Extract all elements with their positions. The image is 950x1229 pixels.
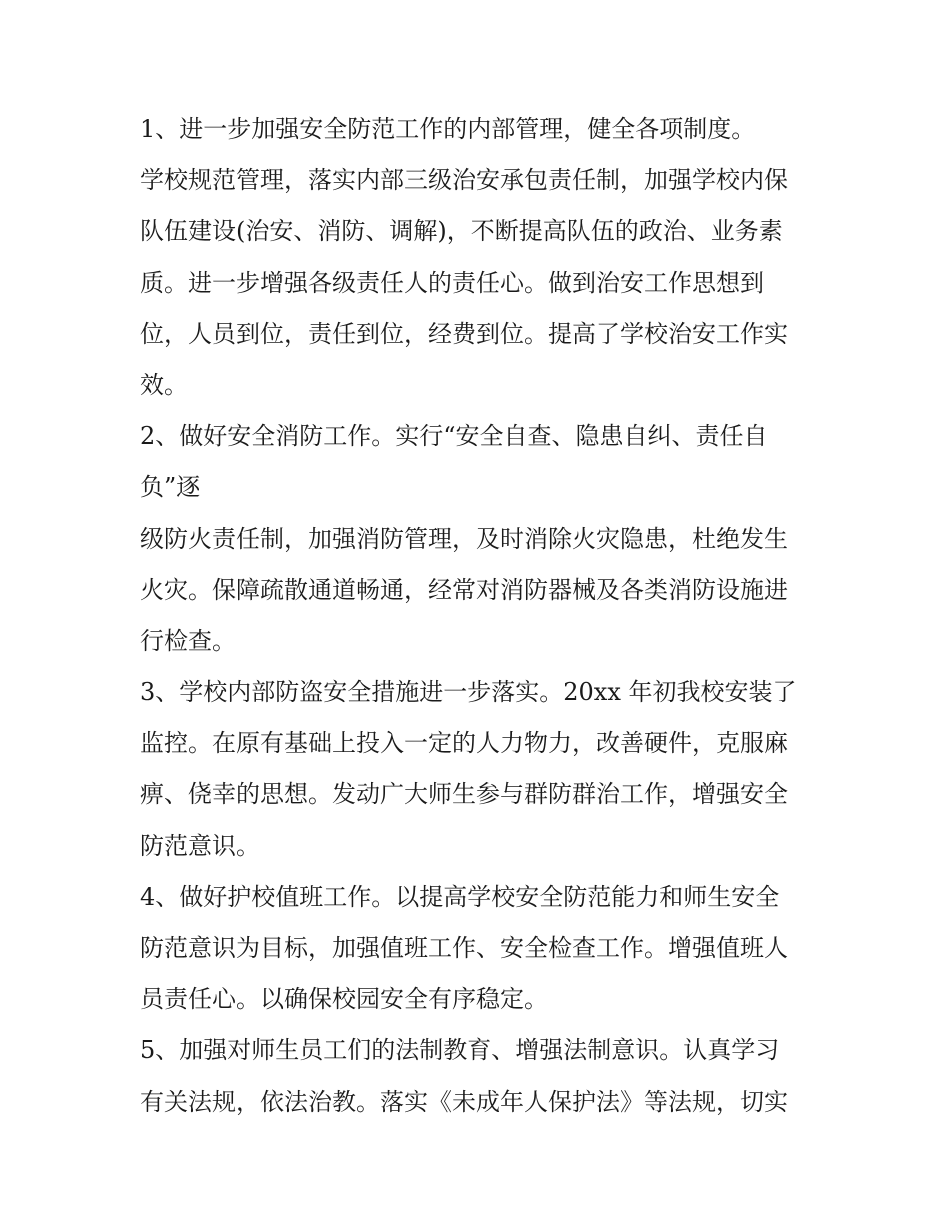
text-line: 2、做好安全消防工作。实行“安全自查、隐患自纠、责任自 (140, 422, 768, 451)
document-body (140, 104, 830, 1128)
text-line: 防范意识。 (140, 831, 260, 860)
text-line: 1、进一步加强安全防范工作的内部管理，健全各项制度。 (140, 115, 756, 143)
text-line: 员责任心。以确保校园安全有序稳定。 (140, 985, 548, 1014)
text-line: 质。进一步增强各级责任人的责任心。做到治安工作思想到 (140, 268, 764, 297)
text-line: 防范意识为目标，加强值班工作、安全检查工作。增强值班人 (140, 934, 788, 962)
text-line: 队伍建设(治安、消防、调解)，不断提高队伍的政治、业务素 (140, 217, 783, 246)
text-line: 3、学校内部防盗安全措施进一步落实。20xx 年初我校安装了 (140, 678, 797, 707)
text-line: 负”逐 (140, 473, 201, 502)
text-line: 级防火责任制，加强消防管理，及时消除火灾隐患，杜绝发生 (140, 524, 788, 553)
text-line: 火灾。保障疏散通道畅通，经常对消防器械及各类消防设施进 (140, 575, 788, 604)
text-line: 监控。在原有基础上投入一定的人力物力，改善硬件，克服麻 (140, 729, 788, 758)
text-line: 有关法规，依法治教。落实《未成年人保护法》等法规，切实 (140, 1087, 788, 1116)
text-line: 4、做好护校值班工作。以提高学校安全防范能力和师生安全 (140, 882, 780, 911)
text-line: 位，人员到位，责任到位，经费到位。提高了学校治安工作实 (140, 319, 788, 348)
text-line: 效。 (140, 370, 188, 399)
text-line: 行检查。 (140, 626, 236, 655)
text-line: 痹、侥幸的思想。发动广大师生参与群防群治工作，增强安全 (140, 780, 788, 809)
text-line: 5、加强对师生员工们的法制教育、增强法制意识。认真学习 (140, 1036, 780, 1065)
text-line: 学校规范管理，落实内部三级治安承包责任制，加强学校内保 (140, 166, 788, 195)
